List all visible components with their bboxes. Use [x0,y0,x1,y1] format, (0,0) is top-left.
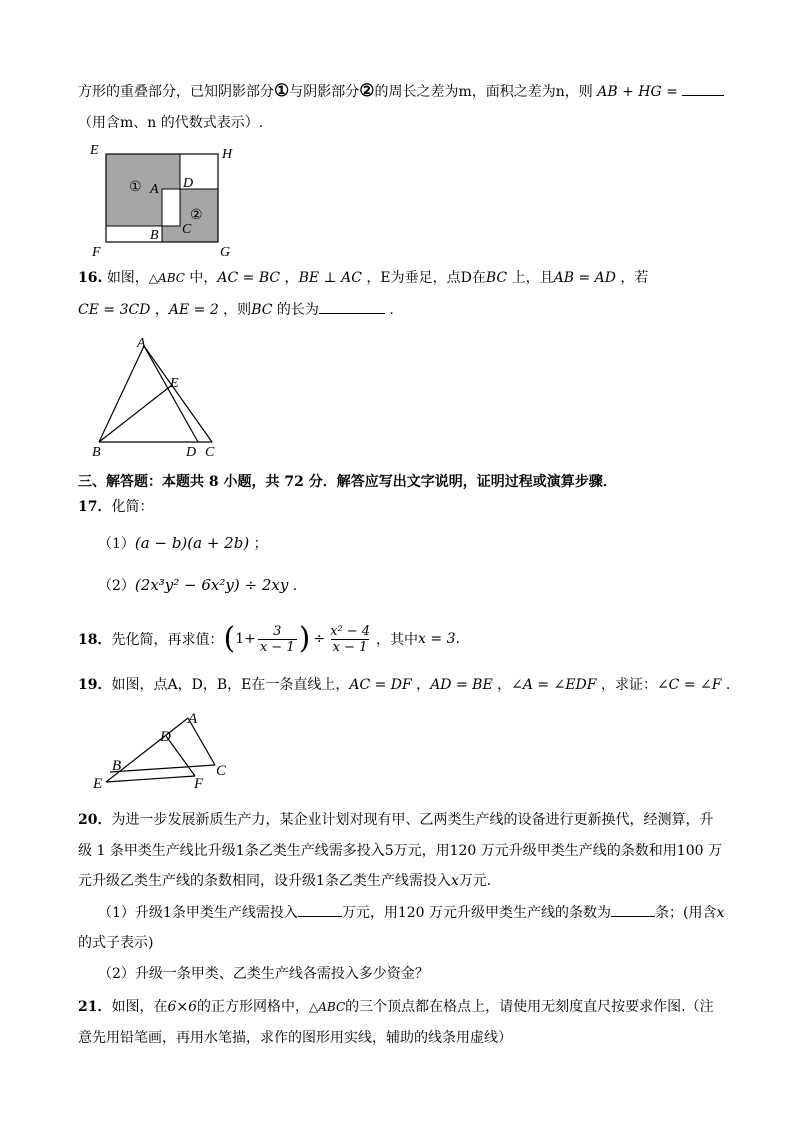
label-C: C [182,222,192,237]
fraction-2 [330,624,370,655]
q17-expression-2: (2x³y² − 6x²y) ÷ 2xy [134,576,289,594]
q20-text: 万元． [458,873,501,889]
label-E: E [90,143,99,158]
fraction-numerator: 3 [273,623,282,639]
label-B: B [150,228,159,243]
q21-text: 如图，在 [111,999,168,1015]
q20-part1-cont: 的式子表示) [78,935,154,951]
label-A: A [137,336,146,351]
q16-segment: BC [251,302,273,318]
q17-part2 [98,575,297,596]
label-E: E [170,376,179,391]
q16-text: 上，且 [507,270,554,286]
q19-condition: ∠A = ∠EDF [511,677,597,693]
q16-answer-blank[interactable] [319,313,385,314]
q21-number: 21． [78,999,112,1015]
q19-line [78,675,730,695]
q16-text: . [384,302,394,318]
q17-text: ； [249,536,268,552]
q19-text: ， [411,677,431,693]
q18-number: 18． [78,632,112,648]
label-F: F [92,245,101,260]
q19-text: ，求证： [596,677,657,693]
grid-size: 6×6 [167,999,198,1015]
right-paren: ) [298,621,311,656]
q16-text: ， [280,270,299,286]
q16-number: 16. [78,270,103,286]
q16-line1 [78,268,648,288]
q20-line1 [78,810,713,830]
q20-part1 [98,903,724,923]
q19-figure [88,706,238,792]
variable-x: x [716,905,725,921]
q15-expression: AB + HG = [597,84,678,100]
q15-text: 方形的重叠部分，已知阴影部分 [78,84,274,100]
q15-text: 与阴影部分 [289,84,360,100]
left-paren: ( [223,621,236,656]
divide-sign: ÷ [313,631,326,647]
q15-text: 的周长之差为m，面积之差为n，则 [374,84,593,100]
q16-condition: BE ⊥ AC [298,270,362,286]
q20-blank-1[interactable] [298,916,342,917]
label-A: A [188,711,198,727]
q21-text: 的三个顶点都在格点上，请使用无刻度直尺按要求作图.（注 [345,999,714,1015]
q15-line1 [78,81,724,102]
part-label: （1） [98,536,135,552]
q18-term: 1+ [235,631,256,647]
shaded-region-1-marker: ① [274,81,290,101]
q16-condition: AE = 2 [168,302,219,318]
q19-text: . [721,677,731,693]
q21-line2: 意先用铅笔画，再用水笔描，求作的图形用实线，辅助的线条用虚线） [78,1030,512,1046]
q16-figure [90,332,230,462]
label-D: D [186,445,197,460]
q17-expression-1: (a − b)(a + 2b) [134,534,250,552]
q20-text: 为进一步发展新质生产力，某企业计划对现有甲、乙两类生产线的设备进行更新换代，经测算，升 [111,812,714,828]
fraction-1 [258,624,297,655]
fraction-denominator: x − 1 [332,639,368,655]
q20-number: 20． [78,812,112,828]
q18-text: ，其中 [376,632,419,648]
q17-text: . [288,578,298,594]
label-C: C [205,445,215,460]
q19-condition: AD = BE [430,677,493,693]
q16-condition: AC = BC [217,270,281,286]
fraction-numerator: x² − 4 [330,623,371,639]
label-A: A [150,182,159,197]
label-H: H [222,147,233,162]
q16-text: 的长为 [272,302,319,318]
q16-text: 中， [184,270,218,286]
label-E: E [93,776,103,792]
q20-text: 万元，用120 万元升级甲类生产线的条数为 [341,905,611,921]
q19-text: 如图，点A，D，B，E在一条直线上， [111,677,350,693]
label-G: G [220,245,231,260]
q16-condition: AB = AD [553,270,616,286]
shaded-region-2-marker: ② [359,81,375,101]
label-B: B [92,445,101,460]
q17-title [78,497,153,517]
fraction-denominator: x − 1 [259,639,295,655]
section-heading: 三、解答题：本题共 8 小题，共 72 分．解答应写出文字说明，证明过程或演算步骤． [78,474,617,490]
q20-blank-2[interactable] [611,916,655,917]
q17-part1 [98,533,268,554]
q19-conclusion: ∠C = ∠F [656,677,722,693]
q16-text: ，则 [218,302,252,318]
q21-text: 的正方形网格中， [197,999,310,1015]
region-2-label: ② [190,208,203,223]
q20-text: 条；(用含 [655,905,717,921]
q16-segment: BC [485,270,508,286]
q16-text: 如图， [106,270,149,286]
overlap-square [162,189,180,226]
q20-part2: （2）升级一条甲类、乙类生产线各需投入多少资金？ [98,966,429,982]
label-D: D [160,729,171,745]
q19-condition: AC = DF [349,677,412,693]
q15-line2: （用含m、n 的代数式表示）. [78,115,264,131]
q17-text: 化简： [111,499,154,515]
q19-number: 19． [78,677,112,693]
q16-condition: CE = 3CD [78,302,151,318]
label-C: C [216,763,227,779]
label-B: B [112,758,122,774]
part-label: （2） [98,578,135,594]
label-F: F [194,776,204,792]
q21-triangle: △ABC [309,1000,346,1014]
q16-line2 [78,300,394,320]
label-D: D [183,176,194,191]
q19-text: ， [492,677,512,693]
q16-text: ， [150,302,169,318]
q17-number: 17． [78,499,112,515]
variable-x: x [450,873,459,889]
q18-condition: x = 3 [418,631,456,647]
q20-line3 [78,871,501,891]
q21-line1 [78,997,714,1017]
q15-answer-blank[interactable] [682,95,724,96]
region-1-label: ① [129,180,142,195]
q18-text: . [455,631,460,647]
q20-text: 元升级乙类生产线的条数相同，设升级1条乙类生产线需投入 [78,873,451,889]
q16-triangle: △ABC [148,271,185,285]
q15-figure [86,140,246,260]
q20-text: （1）升级1条甲类生产线需投入 [98,905,298,921]
q18-line [78,617,460,661]
q16-text: ，若 [615,270,649,286]
q16-text: ，E为垂足，点D在 [361,270,486,286]
q18-text: 先化简，再求值： [111,632,224,648]
q20-line2: 级 1 条甲类生产线比升级1条乙类生产线需多投入5万元，用120 万元升级甲类生产线的条数和用100 万 [78,843,722,859]
